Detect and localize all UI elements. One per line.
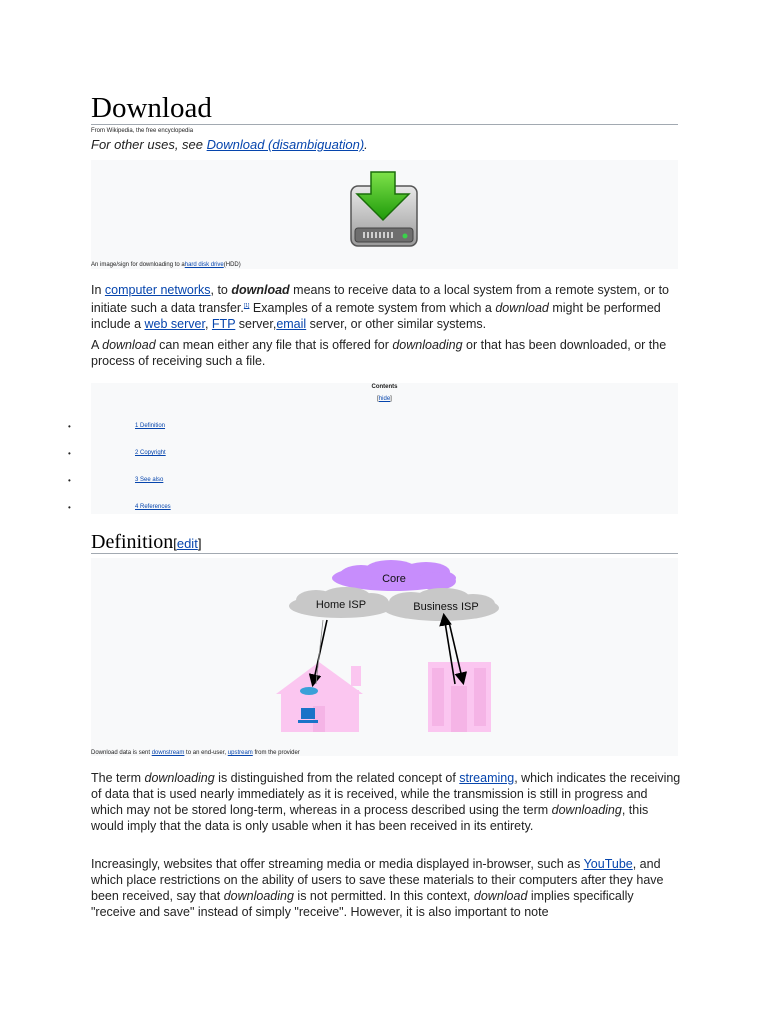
- toc-hide-link[interactable]: hide: [378, 396, 391, 402]
- toc-item-references[interactable]: 4 References: [135, 504, 171, 510]
- toc-title: Contents: [371, 384, 398, 390]
- email-link[interactable]: email: [276, 317, 307, 332]
- router-icon: [300, 687, 318, 695]
- figure-download-icon: [91, 160, 678, 269]
- toc-bullet: •: [68, 449, 71, 458]
- computer-icon: [298, 708, 318, 723]
- page-title: Download: [91, 92, 212, 124]
- intro-paragraph-2: A download can mean either any file that is offered for downloading or that has been downloaded, or the process of receiving such a file.: [91, 338, 667, 368]
- reference-1-link[interactable]: [1]: [243, 303, 250, 309]
- definition-paragraph-1: The term downloading is distinguished from the related concept of streaming, which indicates the receiving of data that is used nearly immediately as it is received, while the transmission is still in progress and which may not be stored long-term, whereas in a process described using the term downloading, this would imply that the data is only usable when it has been received in its entirety.: [91, 771, 681, 833]
- edit-section-link[interactable]: edit: [176, 536, 198, 551]
- home-isp-label: Home ISP: [315, 599, 367, 611]
- ftp-link[interactable]: FTP: [211, 317, 236, 332]
- diagram-caption: Download data is sent downstream to an end-user, upstream from the provider: [91, 750, 300, 756]
- site-subtitle: From Wikipedia, the free encyclopedia: [91, 128, 194, 134]
- hard-disk-drive-link[interactable]: hard disk drive: [184, 262, 224, 268]
- home-building: [276, 662, 363, 732]
- business-isp-label: Business ISP: [413, 601, 479, 613]
- hard-disk-download-icon[interactable]: [347, 170, 427, 250]
- downstream-link[interactable]: downstream: [151, 750, 185, 756]
- toc-item-see-also[interactable]: 3 See also: [135, 477, 164, 483]
- section-heading-definition: Definition[edit]: [91, 531, 202, 553]
- toc-item-definition[interactable]: 1 Definition: [135, 423, 166, 429]
- disambiguation-link[interactable]: Download (disambiguation): [206, 137, 365, 152]
- toc-hide-control: [hide]: [377, 396, 392, 402]
- web-server-link[interactable]: web server: [144, 317, 205, 332]
- toc-bullet: •: [68, 503, 71, 512]
- toc-bullet: •: [68, 476, 71, 485]
- business-building: [428, 662, 491, 732]
- table-of-contents: [91, 383, 678, 514]
- figure-caption: An image/sign for downloading to ahard disk drive(HDD): [91, 262, 241, 268]
- network-diagram: [91, 558, 678, 756]
- hatnote: For other uses, see Download (disambiguation).: [91, 137, 368, 152]
- figure-network-diagram: [91, 558, 678, 756]
- toc-bullet: •: [68, 422, 71, 431]
- intro-paragraph-1: In computer networks, to download means to receive data to a local system from a remote system, or to initiate such a data transfer.[1] Examples of a remote system from which a download might be performed include a web server, FTP server,email server, or other similar systems.: [91, 283, 670, 332]
- computer-networks-link[interactable]: computer networks: [104, 283, 211, 297]
- upstream-link[interactable]: upstream: [227, 750, 253, 756]
- youtube-link[interactable]: YouTube: [583, 857, 633, 871]
- core-label: Core: [382, 573, 406, 585]
- definition-paragraph-2: Increasingly, websites that offer streaming media or media displayed in-browser, such as YouTube, and which place restrictions on the ability of users to save these materials to their computers after they have been received, say that downloading is not permitted. In this context, download implies specifically "receive and save" instead of simply "receive". However, it is also important to note: [91, 857, 664, 919]
- title-divider: [91, 124, 678, 125]
- section-divider: [91, 553, 678, 554]
- streaming-link[interactable]: streaming: [459, 771, 515, 785]
- toc-item-copyright[interactable]: 2 Copyright: [135, 450, 166, 456]
